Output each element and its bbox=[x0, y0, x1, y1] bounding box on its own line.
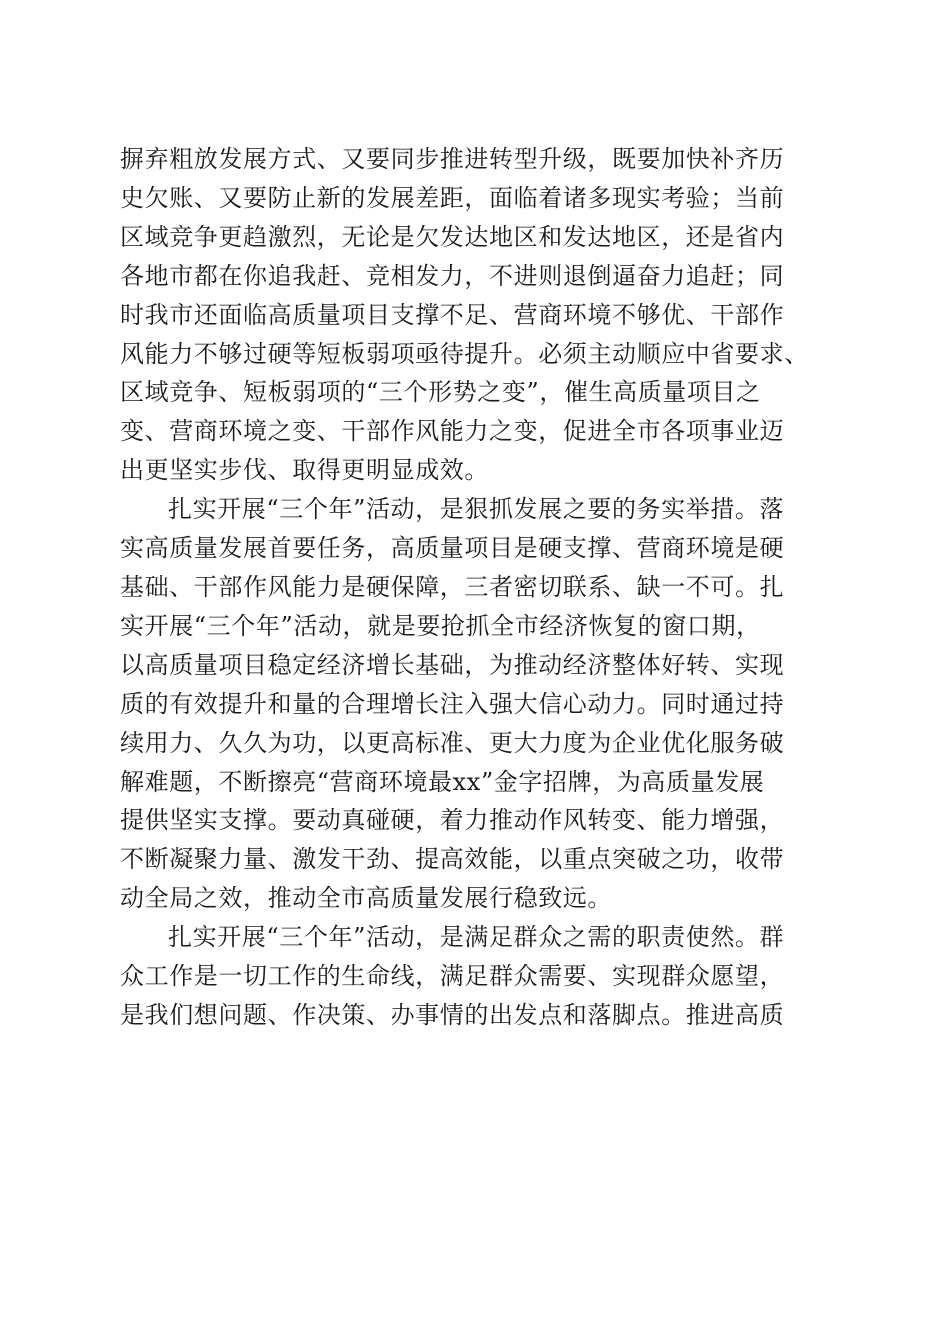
paragraph-3 bbox=[120, 918, 840, 1035]
text-line: 不断凝聚力量、激发干劲、提高效能，以重点突破之功，收带 bbox=[120, 845, 785, 874]
text-line: 实高质量发展首要任务，高质量项目是硬支撑、营商环境是硬 bbox=[120, 534, 785, 563]
text-line: 扎实开展“三个年”活动，是满足群众之需的职责使然。群 bbox=[168, 923, 785, 952]
text-line: 续用力、久久为功，以更高标准、更大力度为企业优化服务破 bbox=[120, 728, 785, 757]
text-line: 以高质量项目稳定经济增长基础，为推动经济整体好转、实现 bbox=[120, 650, 785, 679]
text-line: 动全局之效，推动全市高质量发展行稳致远。 bbox=[120, 884, 612, 913]
text-line: 基础、干部作风能力是硬保障，三者密切联系、缺一不可。扎 bbox=[120, 572, 785, 601]
text-line: 出更坚实步伐、取得更明显成效。 bbox=[120, 456, 489, 485]
text-line: 各地市都在你追我赶、竞相发力，不进则退倒逼奋力追赶；同 bbox=[120, 261, 785, 290]
text-line: 扎实开展“三个年”活动，是狠抓发展之要的务实举措。落 bbox=[168, 495, 785, 524]
text-line: 质的有效提升和量的合理增长注入强大信心动力。同时通过持 bbox=[120, 689, 785, 718]
text-line: 众工作是一切工作的生命线，满足群众需要、实现群众愿望， bbox=[120, 962, 785, 991]
text-line: 变、营商环境之变、干部作风能力之变，促进全市各项事业迈 bbox=[120, 417, 785, 446]
text-line: 风能力不够过硬等短板弱项亟待提升。必须主动顺应中省要求、 bbox=[120, 339, 809, 368]
text-line: 区域竞争、短板弱项的“三个形势之变”，催生高质量项目之 bbox=[120, 378, 761, 407]
text-line: 提供坚实支撑。要动真碰硬，着力推动作风转变、能力增强， bbox=[120, 806, 785, 835]
document-body bbox=[120, 140, 840, 1035]
text-line: 区域竞争更趋激烈，无论是欠发达地区和发达地区，还是省内 bbox=[120, 222, 785, 251]
text-line: 史欠账、又要防止新的发展差距，面临着诸多现实考验；当前 bbox=[120, 183, 785, 212]
paragraph-1 bbox=[120, 140, 840, 490]
text-line: 解难题，不断擦亮“营商环境最xx”金字招牌，为高质量发展 bbox=[120, 767, 765, 796]
text-line: 时我市还面临高质量项目支撑不足、营商环境不够优、干部作 bbox=[120, 300, 785, 329]
text-line: 是我们想问题、作决策、办事情的出发点和落脚点。推进高质 bbox=[120, 1000, 785, 1029]
text-line: 摒弃粗放发展方式、又要同步推进转型升级，既要加快补齐历 bbox=[120, 145, 785, 173]
paragraph-2 bbox=[120, 490, 840, 918]
text-line: 实开展“三个年”活动，就是要抢抓全市经济恢复的窗口期， bbox=[120, 611, 761, 640]
